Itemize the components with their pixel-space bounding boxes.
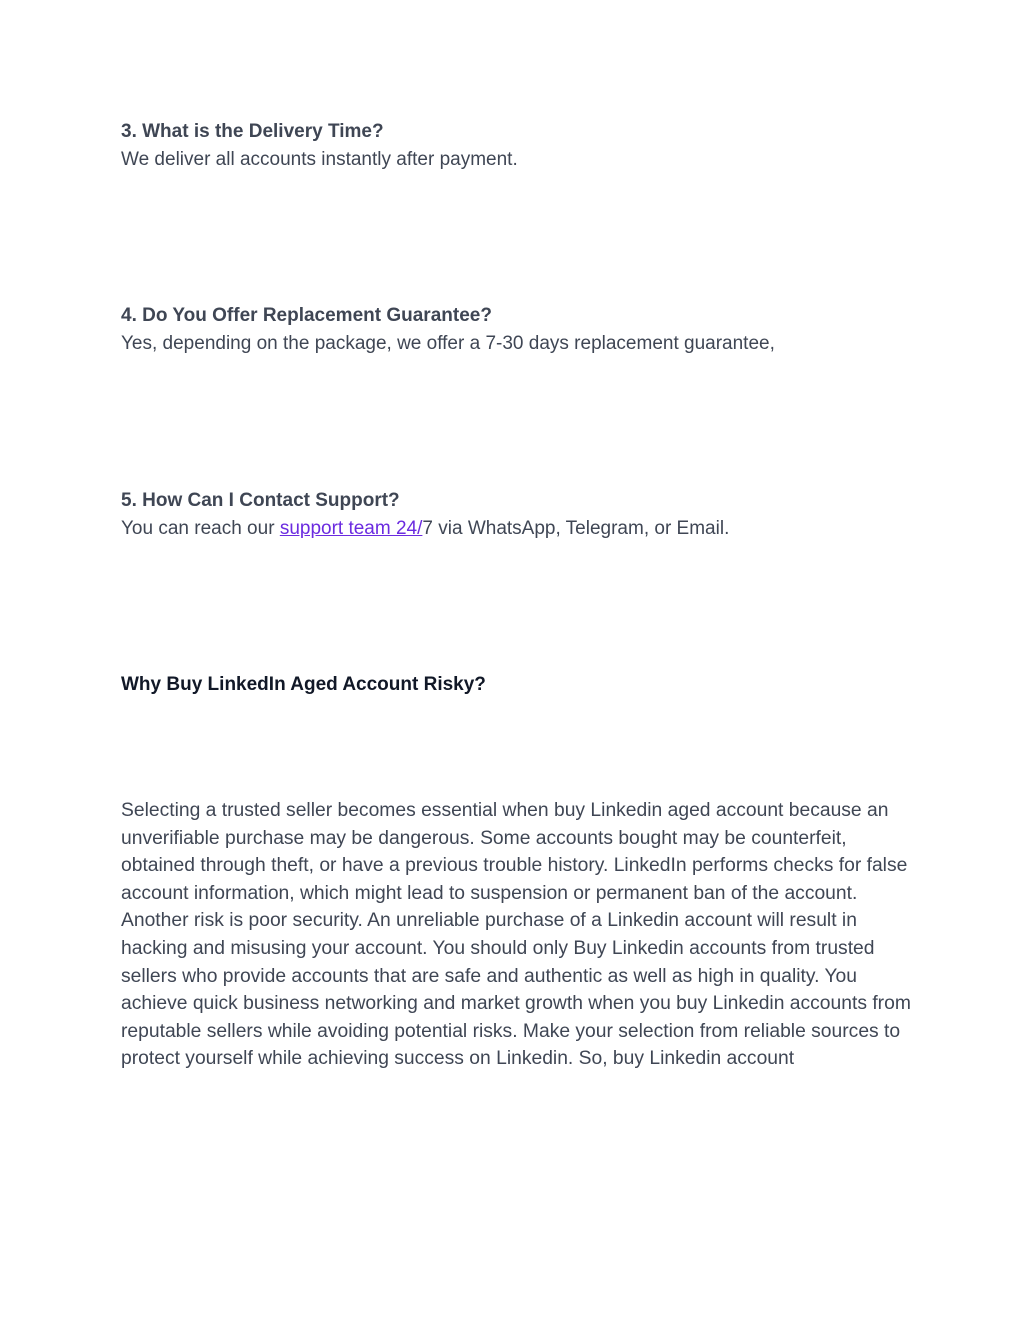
faq-item-replacement-guarantee [121, 302, 911, 358]
support-team-link[interactable]: support team 24/ [279, 518, 423, 539]
faq-item-contact-support [121, 487, 911, 543]
faq-question: 4. Do You Offer Replacement Guarantee? [121, 305, 492, 326]
faq-item-delivery-time [121, 118, 911, 174]
risk-section-heading-block [121, 671, 911, 699]
faq-question: 5. How Can I Contact Support? [121, 490, 400, 511]
faq-answer: We deliver all accounts instantly after payment. [121, 149, 518, 170]
faq-answer [121, 515, 911, 543]
section-heading: Why Buy LinkedIn Aged Account Risky? [121, 674, 486, 695]
faq-question: 3. What is the Delivery Time? [121, 121, 384, 142]
answer-text-after: 7 via WhatsApp, Telegram, or Email. [422, 518, 730, 539]
risk-section-body [121, 797, 911, 1073]
answer-text-before: You can reach our [121, 518, 280, 539]
faq-answer: Yes, depending on the package, we offer a 7-30 days replacement guarantee, [121, 333, 775, 354]
section-paragraph: Selecting a trusted seller becomes essential when buy Linkedin aged account because an unverifiable purchase may be dangerous. Some accounts bought may be counterfeit, obtained through theft, or have a previous trouble history. LinkedIn performs checks for false account information, which might lead to suspension or permanent ban of the account. Another risk is poor security. An unreliable purchase of a Linkedin account will result in hacking and misusing your account. You should only Buy Linkedin accounts from trusted sellers who provide accounts that are safe and authentic as well as high in quality. You achieve quick business networking and market growth when you buy Linkedin accounts from reputable sellers while avoiding potential risks. Make your selection from reliable sources to protect yourself while achieving success on Linkedin. So, buy Linkedin account [121, 800, 911, 1070]
